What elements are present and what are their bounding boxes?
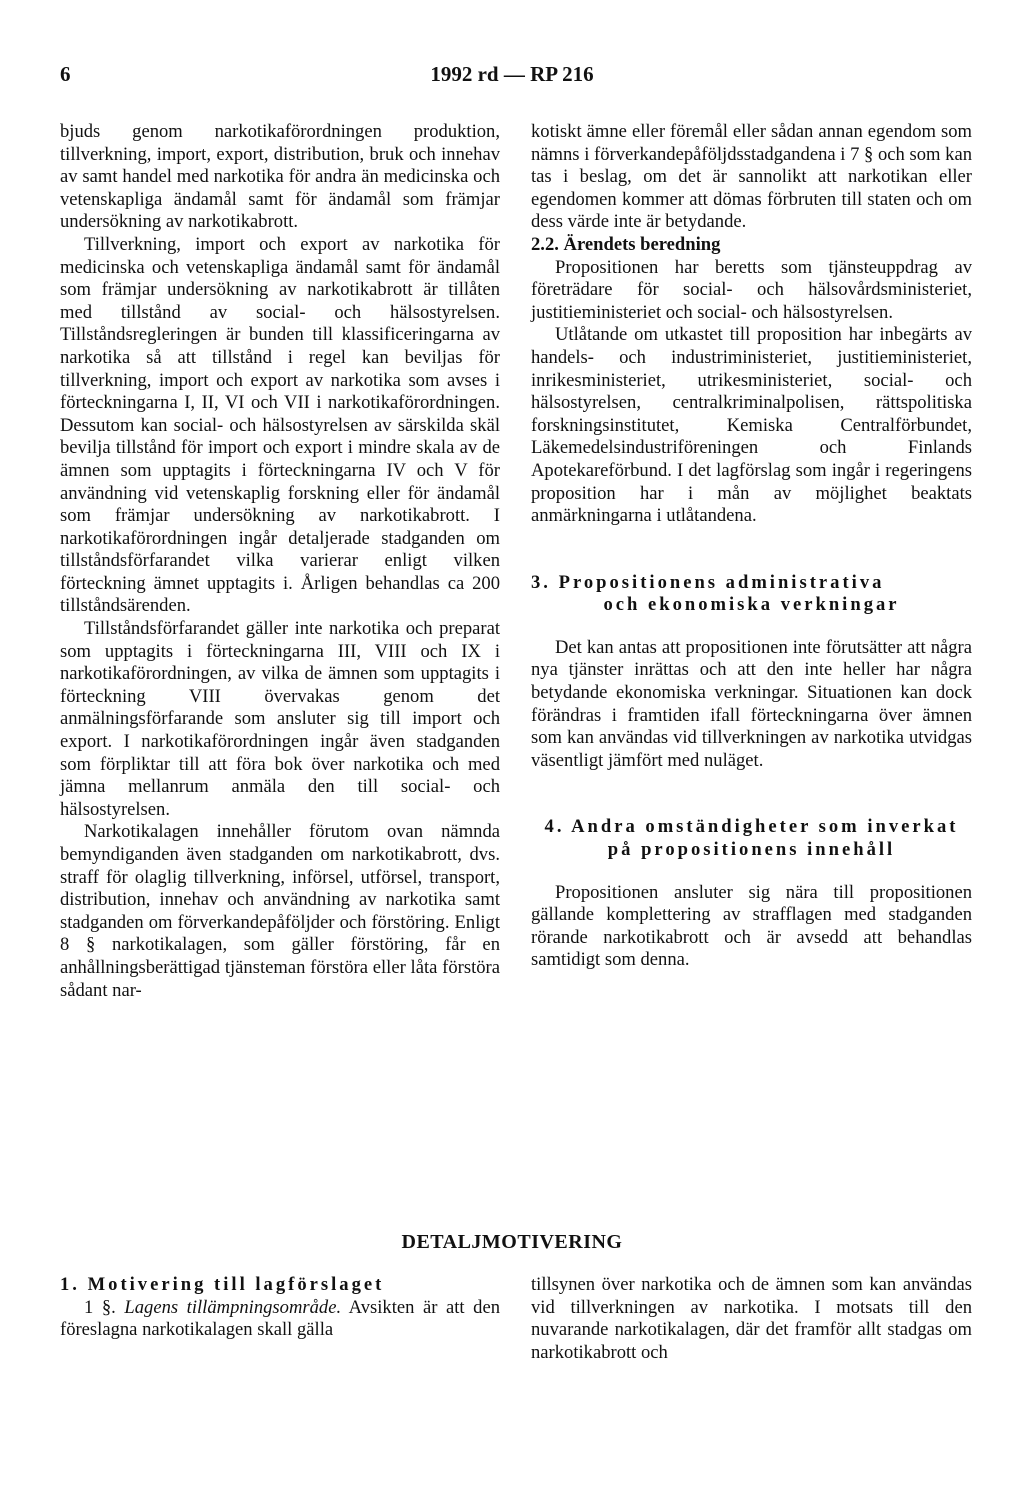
section-mark: 1 §. [84, 1296, 116, 1318]
right-column [531, 121, 972, 972]
section-4-heading [531, 816, 972, 861]
section-title: Lagens tillämpningsområde. [124, 1296, 342, 1318]
motivering-heading: 1. Motivering till lagförslaget [60, 1274, 385, 1295]
detail-left-column [60, 1274, 500, 1342]
left-paragraph-3: Tillståndsförfarandet gäller inte narkotika och preparat som upptagits i förteckningarna III, VIII och IX i narkotikaförordningen, av vilka de ämnen som upptagits i förteckning VIII övervakas genom det anmälningsförfarande som ansluter sig till import och export. I narkotikaförordningen ingår även stadganden som förpliktar till att föra bok över narkotika och med jämna mellanrum anmäla den till social- och hälsostyrelsen. [60, 618, 500, 820]
detaljmotivering-title: DETALJMOTIVERING [401, 1231, 623, 1253]
running-header: 1992 rd — RP 216 [430, 62, 594, 86]
left-paragraph-1: bjuds genom narkotikaförordningen produktion, tillverkning, import, export, distribution, bruk och innehav av samt handel med narkotika för andra än medicinska och vetenskapliga ändamål samt för ändamål som främjar undersökning av narkotikabrott. [60, 121, 500, 233]
section-3-heading-line-2: och ekonomiska verkningar [603, 594, 900, 616]
right-paragraph-1: kotiskt ämne eller föremål eller sådan annan egendom som nämns i förverkandepåföljdsstadgandena i 7 § och som kan tas i beslag, om det är sannolikt att narkotikan eller egendomen kommer att dömas förbruten till staten och om dess värde inte är betydande. [531, 121, 972, 233]
left-paragraph-2: Tillverkning, import och export av narkotika för medicinska och vetenskapliga ändamål samt för ändamål som främjar undersökning av narkotikabrott är tillåten med tillstånd av social- och hälsostyrelsen. Tillståndsregleringen är bunden till klassificeringarna av narkotika så att tillstånd i regel kan beviljas för tillverkning, import och export av narkotika som avses i förteckningarna I, II, VI och VII i narkotikaförordningen. Dessutom kan social- och hälsostyrelsen av särskilda skäl bevilja tillstånd för import och export i mindre skala av de ämnen som upptagits i förteckningarna IV och V för användning vid vetenskaplig forskning eller för ändamål som främjar undersökning av narkotikabrott. I narkotikaförordningen ingår detaljerade stadganden om tillståndsförfarandet vilka varierar enligt vilken förteckning ämnet upptagits i. Årligen behandlas ca 200 tillståndsärenden. [60, 233, 500, 617]
section-2-2-heading: 2.2. Ärendets beredning [531, 233, 721, 255]
section-2-2-paragraph-1: Propositionen har beretts som tjänsteuppdrag av företrädare för social- och hälsovårdsministeriet, justitieministeriet och social- och hälsostyrelsen. [531, 256, 972, 323]
section-3-heading-line-1: 3. Propositionens administrativa [531, 571, 885, 593]
section-3-paragraph: Det kan antas att propositionen inte förutsätter att några nya tjänster inrättas och att den inte heller har några betydande ekonomiska verkningar. Situationen kan dock förändras i framtiden ifall förteckningarna över ämnen som kan användas vid tillverkningen av narkotika utvidgas väsentligt jämfört med nuläget. [531, 636, 972, 771]
section-4-heading-text: 4. Andra omständigheter som inverkat på propositionens innehåll [544, 816, 959, 861]
left-paragraph-4: Narkotikalagen innehåller förutom ovan nämnda bemyndiganden även stadganden om narkotikabrott, dvs. straff för olaglig tillverkning, införsel, utförsel, transport, distribution, innehav och användning av narkotika samt stadganden om förverkandepåföljder och förstöring. Enligt 8 § narkotikalagen, som gäller förstöring, får en anhållningsberättigad tjänsteman förstöra eller låta förstöra sådant nar- [60, 821, 500, 1001]
detail-right-column [531, 1274, 972, 1364]
detail-right-paragraph: tillsynen över narkotika och de ämnen som kan användas vid tillverkningen av narkotika. I motsats till den nuvarande narkotikalagen, där det framför allt stadgas om narkotikabrott och [531, 1274, 972, 1363]
section-2-2-paragraph-2: Utlåtande om utkastet till proposition har inbegärts av handels- och industriministeriet, justitieministeriet, inrikesministeriet, utrikesministeriet, social- och hälsostyrelsen, centralkriminalpolisen, rättspolitiska forskningsinstitutet, Kemiska Centralförbundet, Läkemedelsindustriföreningen och Finlands Apotekareförbund. I det lagförslag som ingår i regeringens proposition har i mån av möjlighet beaktats anmärkningarna i utlåtandena. [531, 324, 972, 527]
left-column [60, 121, 500, 1002]
section-3-heading [531, 572, 972, 617]
section-4-paragraph: Propositionen ansluter sig nära till propositionen gällande komplettering av strafflagen med stadganden rörande narkotikabrott och är avsedd att behandlas samtidigt som denna. [531, 881, 972, 971]
page-number: 6 [60, 62, 71, 86]
section-1-paragraph [60, 1297, 500, 1342]
section-1-text: Avsikten är att den föreslagna narkotikalagen skall gälla [60, 1296, 501, 1341]
